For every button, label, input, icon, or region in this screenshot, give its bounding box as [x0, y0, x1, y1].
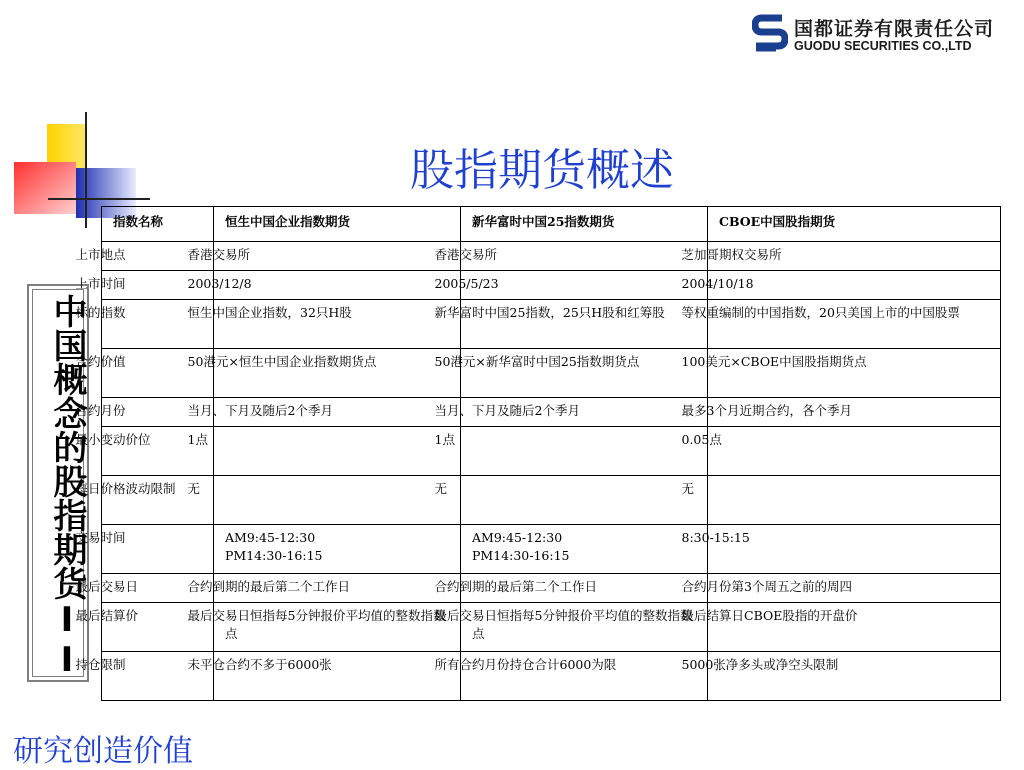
table-row: [102, 242, 1001, 271]
cboe-cell: 最后结算日CBOE股指的开盘价: [708, 603, 1001, 652]
ftse25-cell: 最后交易日恒指每5分钟报价平均值的整数指数点: [461, 603, 708, 652]
row-label-cell: 合约价值: [102, 349, 214, 398]
table-row: [102, 300, 1001, 349]
cboe-cell: 5000张净多头或净空头限制: [708, 652, 1001, 701]
table-row: [102, 525, 1001, 574]
ftse25-cell: 无: [461, 476, 708, 525]
cboe-cell: 芝加哥期权交易所: [708, 242, 1001, 271]
ftse25-cell: 香港交易所: [461, 242, 708, 271]
page-title: 股指期货概述: [410, 145, 674, 196]
row-label-cell: 最后结算价: [102, 603, 214, 652]
cell-line: AM9:45-12:30: [225, 530, 316, 545]
ftse25-cell: 新华富时中国25指数，25只H股和红筹股: [461, 300, 708, 349]
ftse25-cell: [461, 525, 708, 574]
footer-slogan: 研究创造价值: [13, 734, 193, 769]
table-row: [102, 398, 1001, 427]
row-label-cell: 标的指数: [102, 300, 214, 349]
row-label-cell: 最后交易日: [102, 574, 214, 603]
hsce-cell: [214, 525, 461, 574]
cboe-cell: 等权重编制的中国指数，20只美国上市的中国股票: [708, 300, 1001, 349]
row-label-cell: 每日价格波动限制: [102, 476, 214, 525]
hsce-cell: 1点: [214, 427, 461, 476]
hsce-cell: 最后交易日恒指每5分钟报价平均值的整数指数点: [214, 603, 461, 652]
hsce-cell: 2003/12/8: [214, 271, 461, 300]
cboe-cell: 100美元×CBOE中国股指期货点: [708, 349, 1001, 398]
ftse25-cell: 1点: [461, 427, 708, 476]
row-label-cell: 最小变动价位: [102, 427, 214, 476]
ftse25-cell: 50港元×新华富时中国25指数期货点: [461, 349, 708, 398]
hsce-cell: 未平仓合约不多于6000张: [214, 652, 461, 701]
table-row: [102, 652, 1001, 701]
hsce-cell: 恒生中国企业指数，32只H股: [214, 300, 461, 349]
row-label-cell: 合约月份: [102, 398, 214, 427]
cboe-cell: 无: [708, 476, 1001, 525]
cboe-cell: 合约月份第3个周五之前的周四: [708, 574, 1001, 603]
cboe-cell: 8:30-15:15: [708, 525, 1001, 574]
table-row: [102, 574, 1001, 603]
hsce-cell: 无: [214, 476, 461, 525]
company-name-en: GUODU SECURITIES CO.,LTD: [794, 39, 972, 53]
cboe-cell: 0.05点: [708, 427, 1001, 476]
cboe-cell: 2004/10/18: [708, 271, 1001, 300]
cell-line: PM14:30-16:15: [472, 548, 570, 563]
ftse25-cell: 2005/5/23: [461, 271, 708, 300]
comparison-table: [75, 206, 1001, 701]
table-row: [102, 603, 1001, 652]
hsce-cell: 香港交易所: [214, 242, 461, 271]
header-cell: 恒生中国企业指数期货: [214, 207, 461, 242]
header-cell: 指数名称: [102, 207, 214, 242]
table-row: [102, 476, 1001, 525]
row-label-cell: 上市时间: [102, 271, 214, 300]
hsce-cell: 合约到期的最后第二个工作日: [214, 574, 461, 603]
cell-line: AM9:45-12:30: [472, 530, 563, 545]
row-label-cell: 持仓限制: [102, 652, 214, 701]
table-row: [102, 271, 1001, 300]
row-label-cell: 上市地点: [102, 242, 214, 271]
company-name-cn: 国都证券有限责任公司: [794, 18, 995, 40]
table-row: [102, 349, 1001, 398]
table-header-row: [102, 207, 1001, 242]
cboe-cell: 最多3个月近期合约，各个季月: [708, 398, 1001, 427]
company-logo-icon: [752, 14, 788, 54]
row-label-cell: 交易时间: [102, 525, 214, 574]
ftse25-cell: 合约到期的最后第二个工作日: [461, 574, 708, 603]
ftse25-cell: 所有合约月份持仓合计6000为限: [461, 652, 708, 701]
ftse25-cell: 当月、下月及随后2个季月: [461, 398, 708, 427]
table-row: [102, 427, 1001, 476]
cell-line: PM14:30-16:15: [225, 548, 323, 563]
hsce-cell: 50港元×恒生中国企业指数期货点: [214, 349, 461, 398]
side-label: 中国概念的股指期货II: [47, 294, 87, 680]
header-cell: 新华富时中国25指数期货: [461, 207, 708, 242]
hsce-cell: 当月、下月及随后2个季月: [214, 398, 461, 427]
company-logo: [752, 12, 1014, 60]
header-cell: CBOE中国股指期货: [708, 207, 1001, 242]
